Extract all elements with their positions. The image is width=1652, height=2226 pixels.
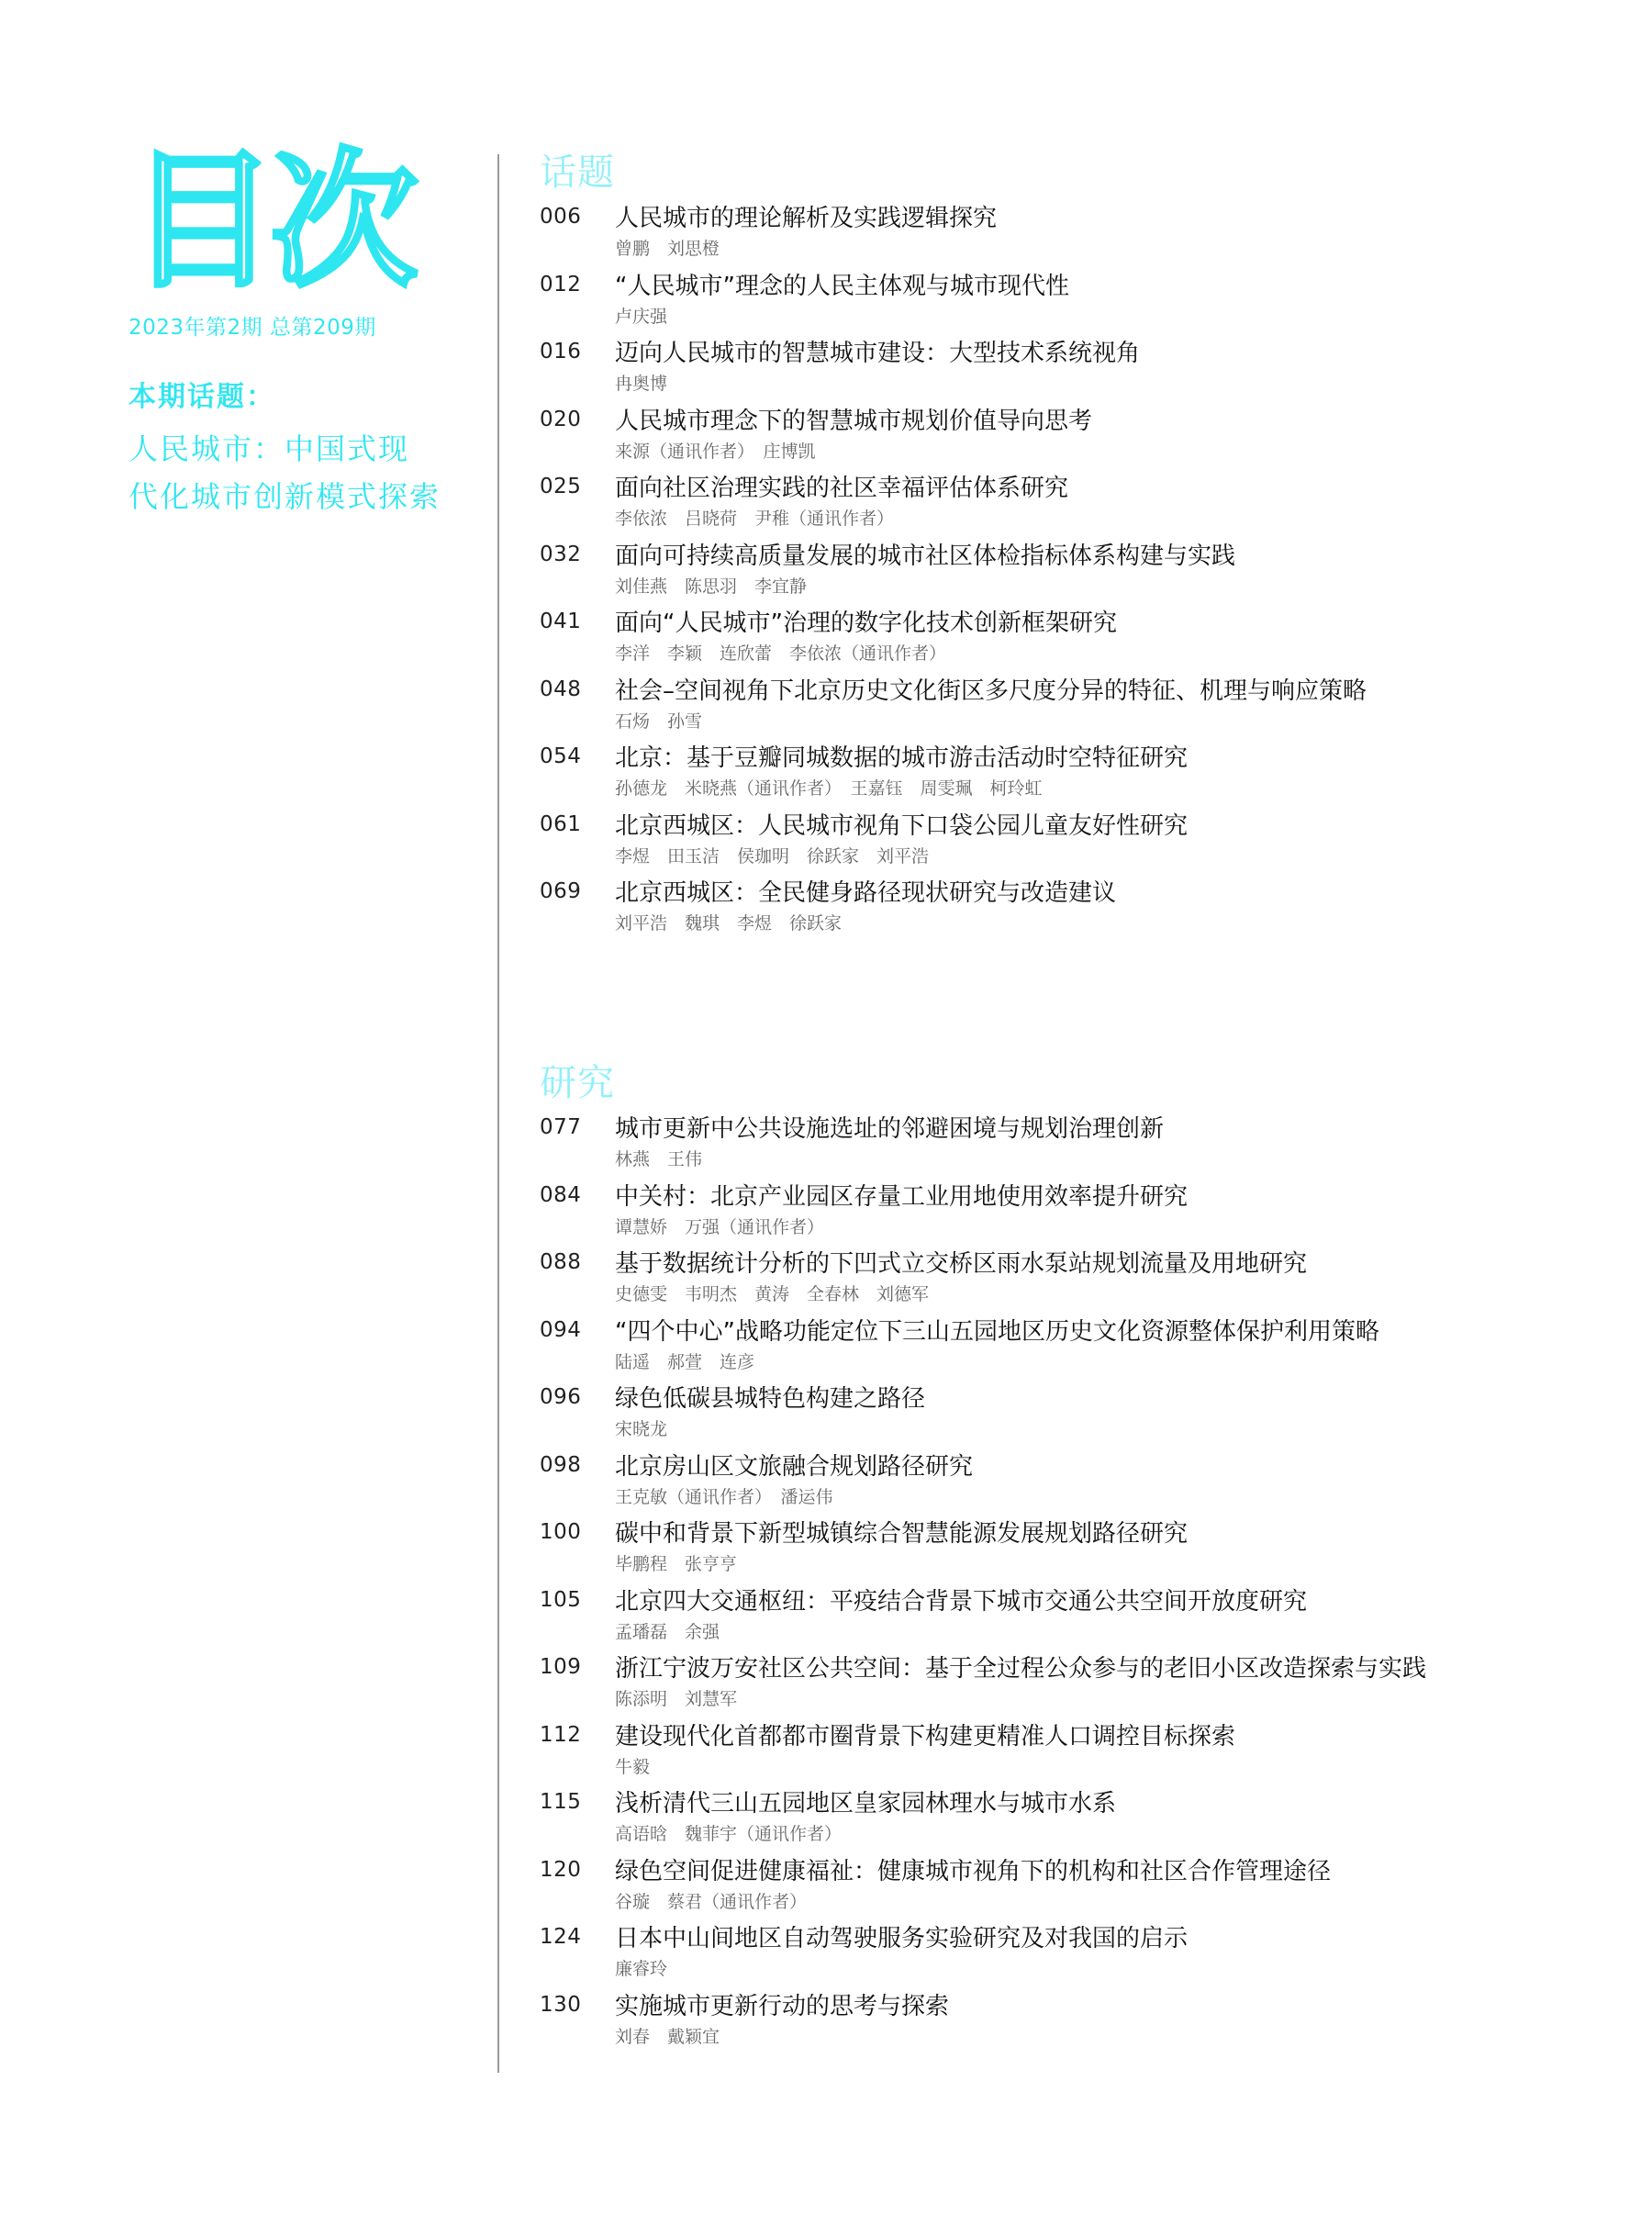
article-authors: 毕鹏程 张亨亨 (615, 1554, 738, 1574)
topic-label: 本期话题： (128, 381, 275, 413)
page-number: 120 (540, 1857, 582, 1882)
article-authors: 林燕 王伟 (615, 1149, 703, 1169)
article-title[interactable]: 绿色低碳县城特色构建之路径 (615, 1385, 926, 1413)
article-authors: 廉睿玲 (615, 1959, 668, 1979)
toc-entry[interactable] (540, 1113, 1595, 1181)
page-number: 061 (540, 811, 582, 836)
topic-line: 人民城市：中国式现 (128, 431, 410, 466)
article-title[interactable]: 北京西城区：全民健身路径现状研究与改造建议 (615, 879, 1117, 907)
toc-entry[interactable] (540, 1856, 1595, 1924)
toc-entry[interactable] (540, 406, 1595, 474)
article-title[interactable]: 基于数据统计分析的下凹式立交桥区雨水泵站规划流量及用地研究 (615, 1250, 1308, 1278)
article-title[interactable]: 浙江宁波万安社区公共空间：基于全过程公众参与的老旧小区改造探索与实践 (615, 1655, 1427, 1683)
article-title[interactable]: 北京：基于豆瓣同城数据的城市游击活动时空特征研究 (615, 744, 1189, 772)
article-authors: 冉奥博 (615, 374, 668, 394)
article-title[interactable]: 人民城市理念下的智慧城市规划价值导向思考 (615, 407, 1093, 435)
page-number: 077 (540, 1115, 582, 1139)
toc-entry[interactable] (540, 743, 1595, 811)
toc-entry[interactable] (540, 473, 1595, 541)
page-number: 088 (540, 1250, 582, 1274)
article-title[interactable]: 建设现代化首都都市圈背景下构建更精准人口调控目标探索 (615, 1722, 1236, 1751)
toc-entry[interactable] (540, 811, 1595, 878)
article-authors: 高语晗 魏菲宇（通讯作者） (615, 1824, 843, 1844)
article-authors: 李依浓 吕晓荷 尹稚（通讯作者） (615, 509, 895, 529)
toc-entry[interactable] (540, 1316, 1595, 1384)
article-authors: 石炀 孙雪 (615, 710, 703, 732)
article-authors: 李煜 田玉洁 侯珈明 徐跃家 刘平浩 (615, 845, 930, 867)
article-title[interactable]: 绿色空间促进健康福祉：健康城市视角下的机构和社区合作管理途径 (615, 1857, 1332, 1885)
article-authors: 刘春 戴颖宜 (615, 2026, 720, 2047)
article-title[interactable]: 实施城市更新行动的思考与探索 (615, 1992, 950, 2020)
toc-entry[interactable] (540, 878, 1595, 945)
article-title[interactable]: 中关村：北京产业园区存量工业用地使用效率提升研究 (615, 1182, 1189, 1211)
toc-entry[interactable] (540, 1451, 1595, 1519)
toc-entry[interactable] (540, 1248, 1595, 1316)
page-number: 041 (540, 610, 582, 633)
article-authors: 王克敏（通讯作者） 潘运伟 (615, 1486, 833, 1507)
toc-entry[interactable] (540, 1788, 1595, 1856)
toc-entry[interactable] (540, 1991, 1595, 2059)
article-title[interactable]: 北京西城区：人民城市视角下口袋公园儿童友好性研究 (615, 811, 1189, 840)
page-number: 016 (540, 340, 582, 364)
page-number: 130 (540, 1992, 582, 2017)
article-title[interactable]: 北京房山区文旅融合规划路径研究 (615, 1452, 974, 1481)
toc-entry[interactable] (540, 338, 1595, 406)
section-topics (540, 150, 1595, 945)
topic-line: 代化城市创新模式探索 (128, 479, 441, 514)
toc-entry[interactable] (540, 1653, 1595, 1721)
page-number: 094 (540, 1317, 582, 1342)
page-number: 020 (540, 407, 582, 431)
article-authors: 谷璇 蔡君（通讯作者） (615, 1891, 808, 1912)
article-authors: 卢庆强 (615, 306, 668, 327)
article-authors: 谭慧娇 万强（通讯作者） (615, 1216, 825, 1237)
section-research (540, 1060, 1595, 2058)
article-title[interactable]: 人民城市的理论解析及实践逻辑探究 (615, 205, 998, 232)
toc-entry[interactable] (540, 1181, 1595, 1249)
toc-title: 目次 (128, 134, 411, 308)
page-number: 025 (540, 475, 582, 498)
section-title: 话题 (540, 151, 615, 194)
page-number: 069 (540, 879, 582, 903)
toc-entry[interactable] (540, 541, 1595, 609)
toc-entry[interactable] (540, 203, 1595, 271)
issue-number: 2023年第2期 总第209期 (128, 316, 376, 340)
page-number: 048 (540, 677, 582, 701)
toc-entry[interactable] (540, 1721, 1595, 1789)
article-authors: 陆遥 郝萱 连彦 (615, 1351, 755, 1372)
toc-entry[interactable] (540, 1518, 1595, 1586)
article-authors: 史德雯 韦明杰 黄涛 全春林 刘德军 (615, 1284, 930, 1304)
article-title[interactable]: 碳中和背景下新型城镇综合智慧能源发展规划路径研究 (615, 1520, 1189, 1548)
page-number: 105 (540, 1587, 582, 1612)
page-number: 112 (540, 1722, 582, 1747)
article-title[interactable]: 迈向人民城市的智慧城市建设：大型技术系统视角 (615, 340, 1141, 367)
article-authors: 来源（通讯作者） 庄博凯 (615, 441, 816, 462)
toc-entry[interactable] (540, 1586, 1595, 1654)
entry-list (540, 203, 1595, 945)
page-number: 006 (540, 205, 582, 229)
page-number: 084 (540, 1182, 582, 1207)
page-number: 100 (540, 1520, 582, 1544)
toc-entry[interactable] (540, 1923, 1595, 1991)
toc-entry[interactable] (540, 271, 1595, 339)
article-title[interactable]: 面向“人民城市”治理的数字化技术创新框架研究 (615, 610, 1117, 637)
page-number: 098 (540, 1452, 582, 1477)
article-title[interactable]: 社会–空间视角下北京历史文化街区多尺度分异的特征、机理与响应策略 (615, 677, 1367, 705)
article-title[interactable]: “人民城市”理念的人民主体观与城市现代性 (615, 272, 1069, 300)
page-number: 054 (540, 744, 582, 768)
article-authors: 刘平浩 魏琪 李煜 徐跃家 (615, 913, 843, 934)
page-number: 032 (540, 542, 582, 566)
toc-entry[interactable] (540, 608, 1595, 676)
article-authors: 牛毅 (615, 1756, 651, 1777)
vertical-divider (497, 154, 499, 2073)
article-title[interactable]: 城市更新中公共设施选址的邻避困境与规划治理创新 (615, 1115, 1165, 1143)
article-authors: 曾鹏 刘思橙 (615, 239, 720, 259)
entry-list (540, 1113, 1595, 2058)
toc-entry[interactable] (540, 676, 1595, 744)
page-number: 124 (540, 1925, 582, 1949)
article-title[interactable]: 北京四大交通枢纽：平疫结合背景下城市交通公共空间开放度研究 (615, 1587, 1308, 1616)
article-title[interactable]: “四个中心”战略功能定位下三山五园地区历史文化资源整体保护利用策略 (615, 1317, 1379, 1346)
article-title[interactable]: 面向可持续高质量发展的城市社区体检指标体系构建与实践 (615, 542, 1236, 570)
page-number: 109 (540, 1655, 582, 1679)
article-authors: 刘佳燕 陈思羽 李宜静 (615, 576, 808, 597)
masthead (128, 134, 496, 520)
article-authors: 孙德龙 米晓燕（通讯作者） 王嘉钰 周雯珮 柯玲虹 (615, 778, 1043, 799)
topic-text (128, 425, 496, 520)
article-title[interactable]: 面向社区治理实践的社区幸福评估体系研究 (615, 475, 1069, 502)
page-number: 096 (540, 1385, 582, 1409)
article-authors: 李洋 李颖 连欣蕾 李依浓（通讯作者） (615, 643, 947, 664)
article-authors: 宋晓龙 (615, 1419, 668, 1439)
article-title[interactable]: 日本中山间地区自动驾驶服务实验研究及对我国的启示 (615, 1925, 1189, 1952)
page-number: 012 (540, 272, 582, 296)
section-title: 研究 (540, 1062, 615, 1104)
article-title[interactable]: 浅析清代三山五园地区皇家园林理水与城市水系 (615, 1790, 1117, 1818)
toc-entry[interactable] (540, 1383, 1595, 1451)
page-number: 115 (540, 1790, 582, 1814)
article-authors: 陈添明 刘慧军 (615, 1689, 738, 1709)
article-authors: 孟璠磊 余强 (615, 1621, 720, 1642)
